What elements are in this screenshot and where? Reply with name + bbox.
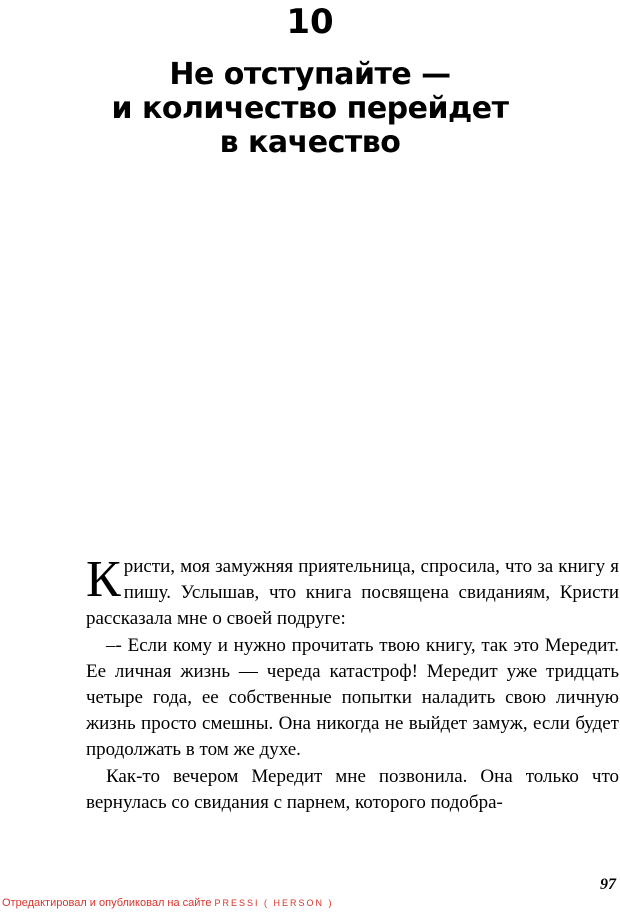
chapter-title-line: в качество [219,125,401,160]
chapter-title-line: и количество перейдет [111,91,509,126]
body-text [86,551,619,816]
page-number: 97 [600,876,616,893]
drop-cap: К [86,551,121,608]
footer-credit [2,897,334,909]
paragraph-text: ристи, моя замужняя приятельница, спросила, что за книгу я пишу. Услышав, что книга посвящена свиданиям, Кристи рассказала мне о своей подруге: [86,556,619,630]
chapter-title [0,58,620,160]
footer-credit-text: Отредактировал и опубликовал на сайте [2,897,212,909]
chapter-number: 10 [286,2,334,42]
chapter-title-line: Не отступайте — [169,57,451,92]
paragraph: –- Если кому и нужно прочитать твою книгу, так это Мередит. Ее личная жизнь — череда катастроф! Мередит уже тридцать четыре года, ее собственные попытки наладить свою личную жизнь просто смешны. Она никогда не выйдет замуж, если будет продолжать в том же духе. [86,634,619,761]
paragraph [86,551,619,633]
paragraph: Как-то вечером Мередит мне позвонила. Она только что вернулась со свидания с парнем, которого подобра- [86,765,619,813]
footer-site-link[interactable]: PRESSI ( HERSON ) [214,898,334,908]
